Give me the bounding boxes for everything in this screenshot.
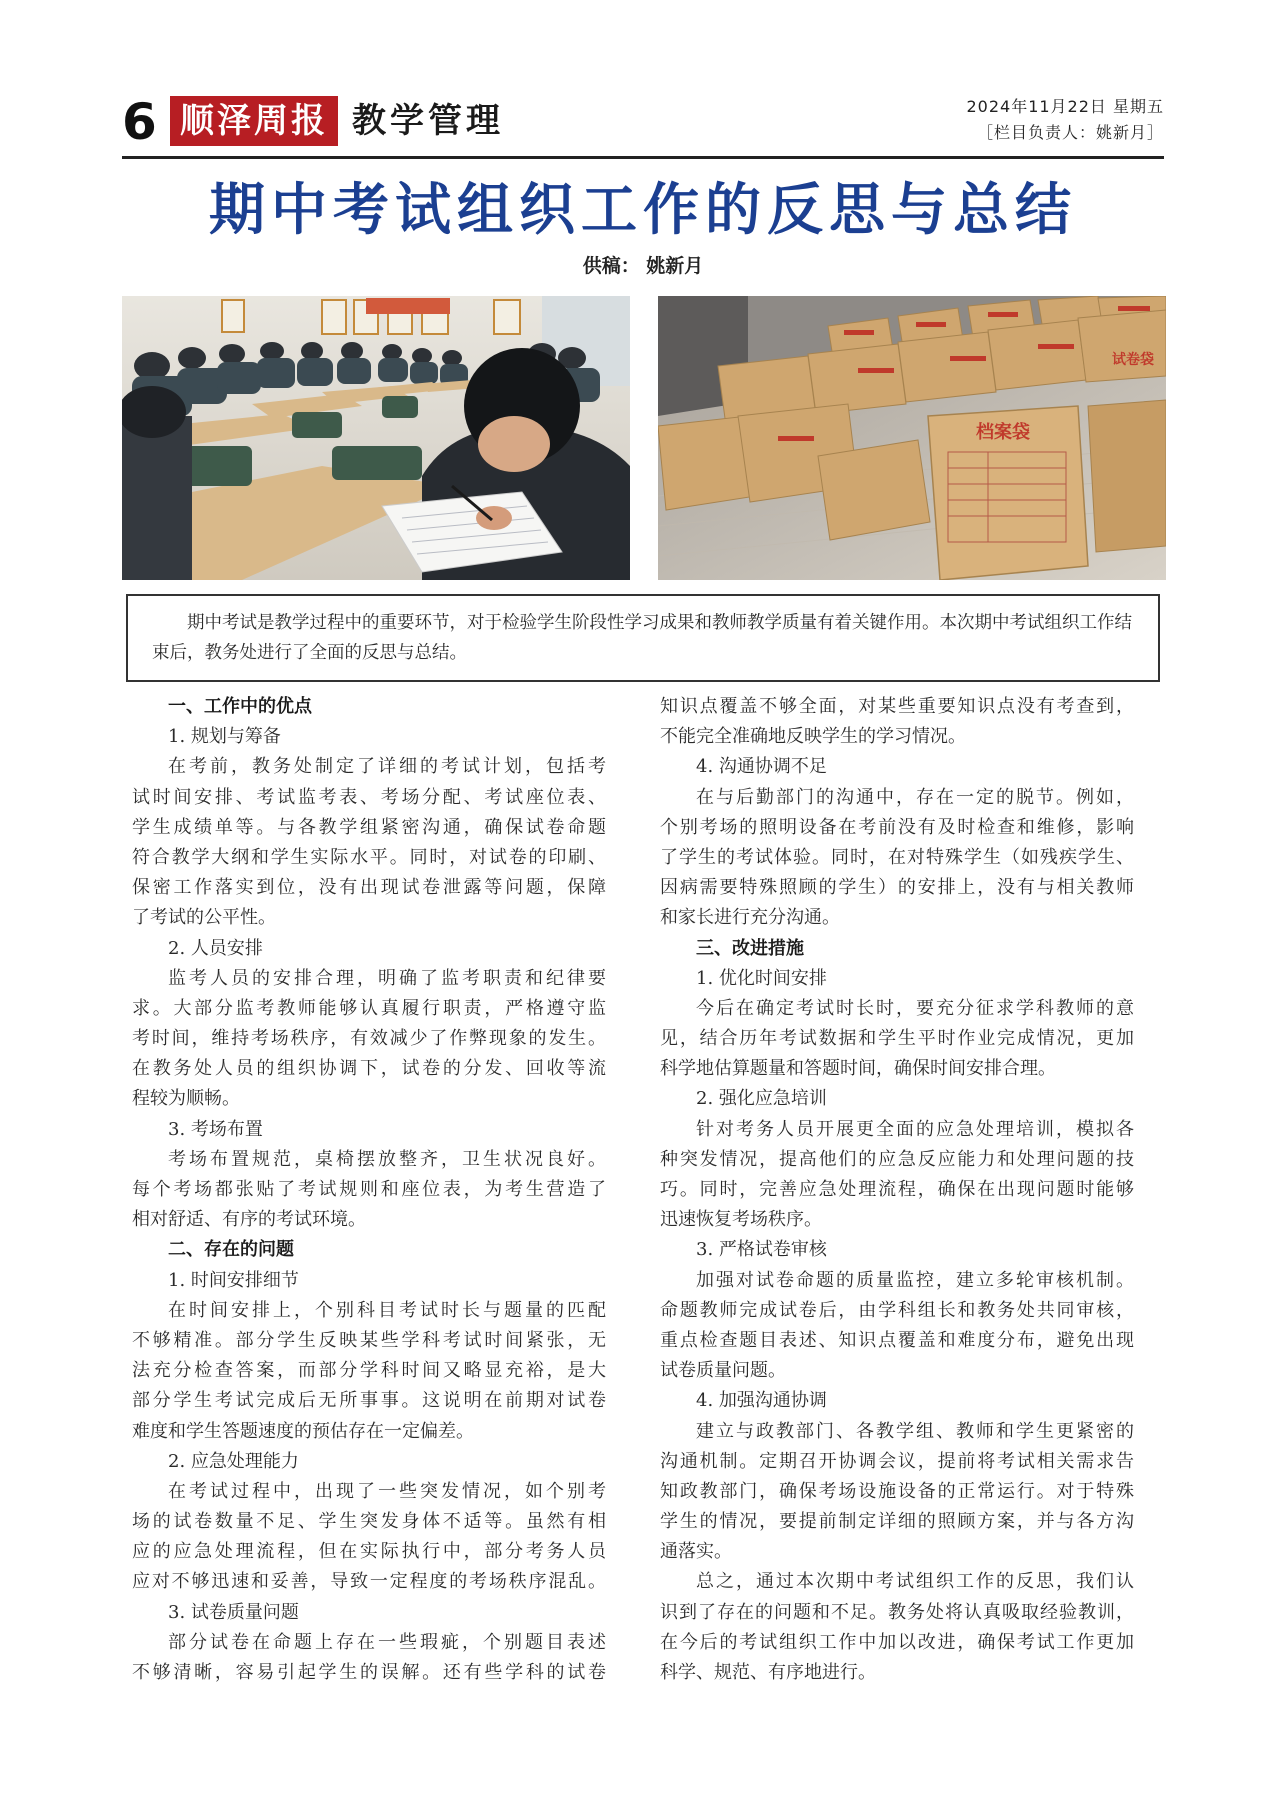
intro-paragraph: 期中考试是教学过程中的重要环节，对于检验学生阶段性学习成果和教师教学质量有着关键作用。本次期中考试组织工作结束后，教务处进行了全面的反思与总结。	[152, 613, 1132, 663]
body-line: 保密工作落实到位，没有出现试卷泄露等问题，保障	[132, 877, 606, 899]
subsection-heading: 3. 考场布置	[168, 1118, 263, 1140]
body-line: 试时间安排、考试监考表、考场分配、考试座位表、	[132, 786, 606, 808]
issue-date: 2024年11月22日 星期五	[966, 97, 1164, 116]
body-line: 建立与政教部门、各教学组、教师和学生更紧密的	[696, 1420, 1134, 1442]
subsection-heading: 1. 规划与筹备	[168, 726, 281, 748]
body-line: 科学、规范、有序地进行。	[660, 1662, 876, 1683]
body-column-right	[660, 692, 1134, 1688]
section-heading: 三、改进措施	[696, 937, 804, 959]
page-number: 6	[122, 93, 157, 151]
paper-logo: 顺泽周报	[170, 96, 338, 146]
body-line: 了学生的考试体验。同时，在对特殊学生（如残疾学生、	[660, 846, 1134, 868]
subsection-heading: 3. 试卷质量问题	[168, 1601, 299, 1623]
body-line: 科学地估算题量和答题时间，确保时间安排合理。	[660, 1058, 1056, 1080]
body-line: 知识点覆盖不够全面，对某些重要知识点没有考查到，	[660, 696, 1134, 717]
subsection-heading: 4. 沟通协调不足	[696, 756, 827, 778]
subsection-heading: 2. 强化应急培训	[696, 1088, 827, 1110]
section-heading: 一、工作中的优点	[168, 696, 312, 717]
classroom-exam-photo	[122, 296, 630, 580]
body-line: 应对不够迅速和妥善，导致一定程度的考场秩序混乱。	[132, 1571, 606, 1593]
body-line: 和家长进行充分沟通。	[660, 907, 840, 929]
body-line: 种突发情况，提高他们的应急反应能力和处理问题的技	[660, 1148, 1134, 1170]
body-line: 在教务处人员的组织协调下，试卷的分发、回收等流	[132, 1058, 606, 1080]
body-line: 知政教部门，确保考场设施设备的正常运行。对于特殊	[660, 1480, 1134, 1502]
body-line: 监考人员的安排合理，明确了监考职责和纪律要	[168, 967, 606, 989]
envelopes-illustration	[658, 296, 1166, 580]
envelope-label-alt: 试卷袋	[1112, 352, 1154, 368]
body-line: 法充分检查答案，而部分学科时间又略显充裕，是大	[132, 1360, 606, 1382]
body-line: 学生的情况，要提前制定详细的照顾方案，并与各方沟	[660, 1511, 1134, 1533]
subsection-heading: 1. 时间安排细节	[168, 1269, 299, 1291]
body-line: 学生成绩单等。与各教学组紧密沟通，确保试卷命题	[132, 816, 606, 838]
body-line: 因病需要特殊照顾的学生）的安排上，没有与相关教师	[660, 877, 1134, 899]
body-line: 总之，通过本次期中考试组织工作的反思，我们认	[696, 1571, 1134, 1593]
body-line: 迅速恢复考场秩序。	[660, 1209, 822, 1231]
body-line: 难度和学生答题速度的预估存在一定偏差。	[132, 1420, 474, 1442]
body-line: 个别考场的照明设备在考前没有及时检查和维修，影响	[660, 816, 1134, 838]
body-line: 试卷质量问题。	[660, 1360, 786, 1382]
body-line: 今后在确定考试时长时，要充分征求学科教师的意	[696, 997, 1134, 1019]
body-line: 在时间安排上，个别科目考试时长与题量的匹配	[168, 1299, 606, 1321]
column-editor: ［栏目负责人：姚新月］	[976, 123, 1164, 142]
body-line: 考时间，维持考场秩序，有效减少了作弊现象的发生。	[132, 1028, 606, 1050]
body-line: 重点检查题目表述、知识点覆盖和难度分布，避免出现	[660, 1329, 1134, 1351]
body-line: 针对考务人员开展更全面的应急处理培训，模拟各	[696, 1118, 1134, 1140]
body-line: 识到了存在的问题和不足。教务处将认真吸取经验教训，	[660, 1601, 1134, 1623]
body-line: 不够清晰，容易引起学生的误解。还有些学科的试卷	[132, 1662, 606, 1683]
body-line: 求。大部分监考教师能够认真履行职责，严格遵守监	[132, 997, 606, 1019]
article-title: 期中考试组织工作的反思与总结	[209, 178, 1077, 243]
body-line: 在今后的考试组织工作中加以改进，确保考试工作更加	[660, 1631, 1134, 1653]
body-column-left	[132, 692, 606, 1688]
body-line: 加强对试卷命题的质量监控，建立多轮审核机制。	[696, 1269, 1134, 1291]
body-line: 程较为顺畅。	[132, 1088, 240, 1110]
body-line: 在考前，教务处制定了详细的考试计划，包括考	[168, 756, 606, 778]
body-line: 场的试卷数量不足、学生突发身体不适等。虽然有相	[132, 1511, 606, 1533]
body-line: 不能完全准确地反映学生的学习情况。	[660, 726, 966, 748]
body-line: 部分学生考试完成后无所事事。这说明在前期对试卷	[132, 1390, 606, 1412]
body-line: 符合教学大纲和学生实际水平。同时，对试卷的印刷、	[132, 846, 606, 868]
body-line: 见，结合历年考试数据和学生平时作业完成情况，更加	[660, 1028, 1134, 1050]
intro-box	[126, 594, 1160, 682]
subsection-heading: 2. 应急处理能力	[168, 1450, 299, 1472]
body-line: 沟通机制。定期召开协调会议，提前将考试相关需求告	[660, 1450, 1134, 1472]
body-line: 部分试卷在命题上存在一些瑕疵，个别题目表述	[168, 1631, 606, 1653]
body-line: 在与后勤部门的沟通中，存在一定的脱节。例如，	[696, 786, 1134, 808]
subsection-heading: 2. 人员安排	[168, 937, 263, 959]
body-line: 考场布置规范，桌椅摆放整齐，卫生状况良好。	[168, 1148, 606, 1170]
section-name: 教学管理	[352, 101, 504, 141]
body-line: 了考试的公平性。	[132, 907, 276, 929]
body-line: 巧。同时，完善应急处理流程，确保在出现问题时能够	[660, 1179, 1134, 1200]
body-line: 相对舒适、有序的考试环境。	[132, 1209, 366, 1231]
body-line: 不够精准。部分学生反映某些学科考试时间紧张，无	[132, 1329, 606, 1351]
subsection-heading: 1. 优化时间安排	[696, 967, 827, 989]
body-line: 通落实。	[660, 1541, 732, 1563]
body-line: 命题教师完成试卷后，由学科组长和教务处共同审核，	[660, 1299, 1134, 1321]
exam-envelopes-photo	[658, 296, 1166, 580]
article-byline: 供稿： 姚新月	[582, 255, 704, 277]
classroom-illustration	[122, 296, 630, 580]
body-line: 在考试过程中，出现了一些突发情况，如个别考	[168, 1480, 606, 1502]
section-heading: 二、存在的问题	[168, 1239, 294, 1261]
envelope-label: 档案袋	[976, 422, 1030, 443]
body-line: 每个考场都张贴了考试规则和座位表，为考生营造了	[132, 1179, 606, 1200]
header-rule	[122, 156, 1164, 159]
subsection-heading: 3. 严格试卷审核	[696, 1239, 827, 1261]
body-line: 应的应急处理流程，但在实际执行中，部分考务人员	[132, 1541, 606, 1563]
subsection-heading: 4. 加强沟通协调	[696, 1390, 827, 1412]
